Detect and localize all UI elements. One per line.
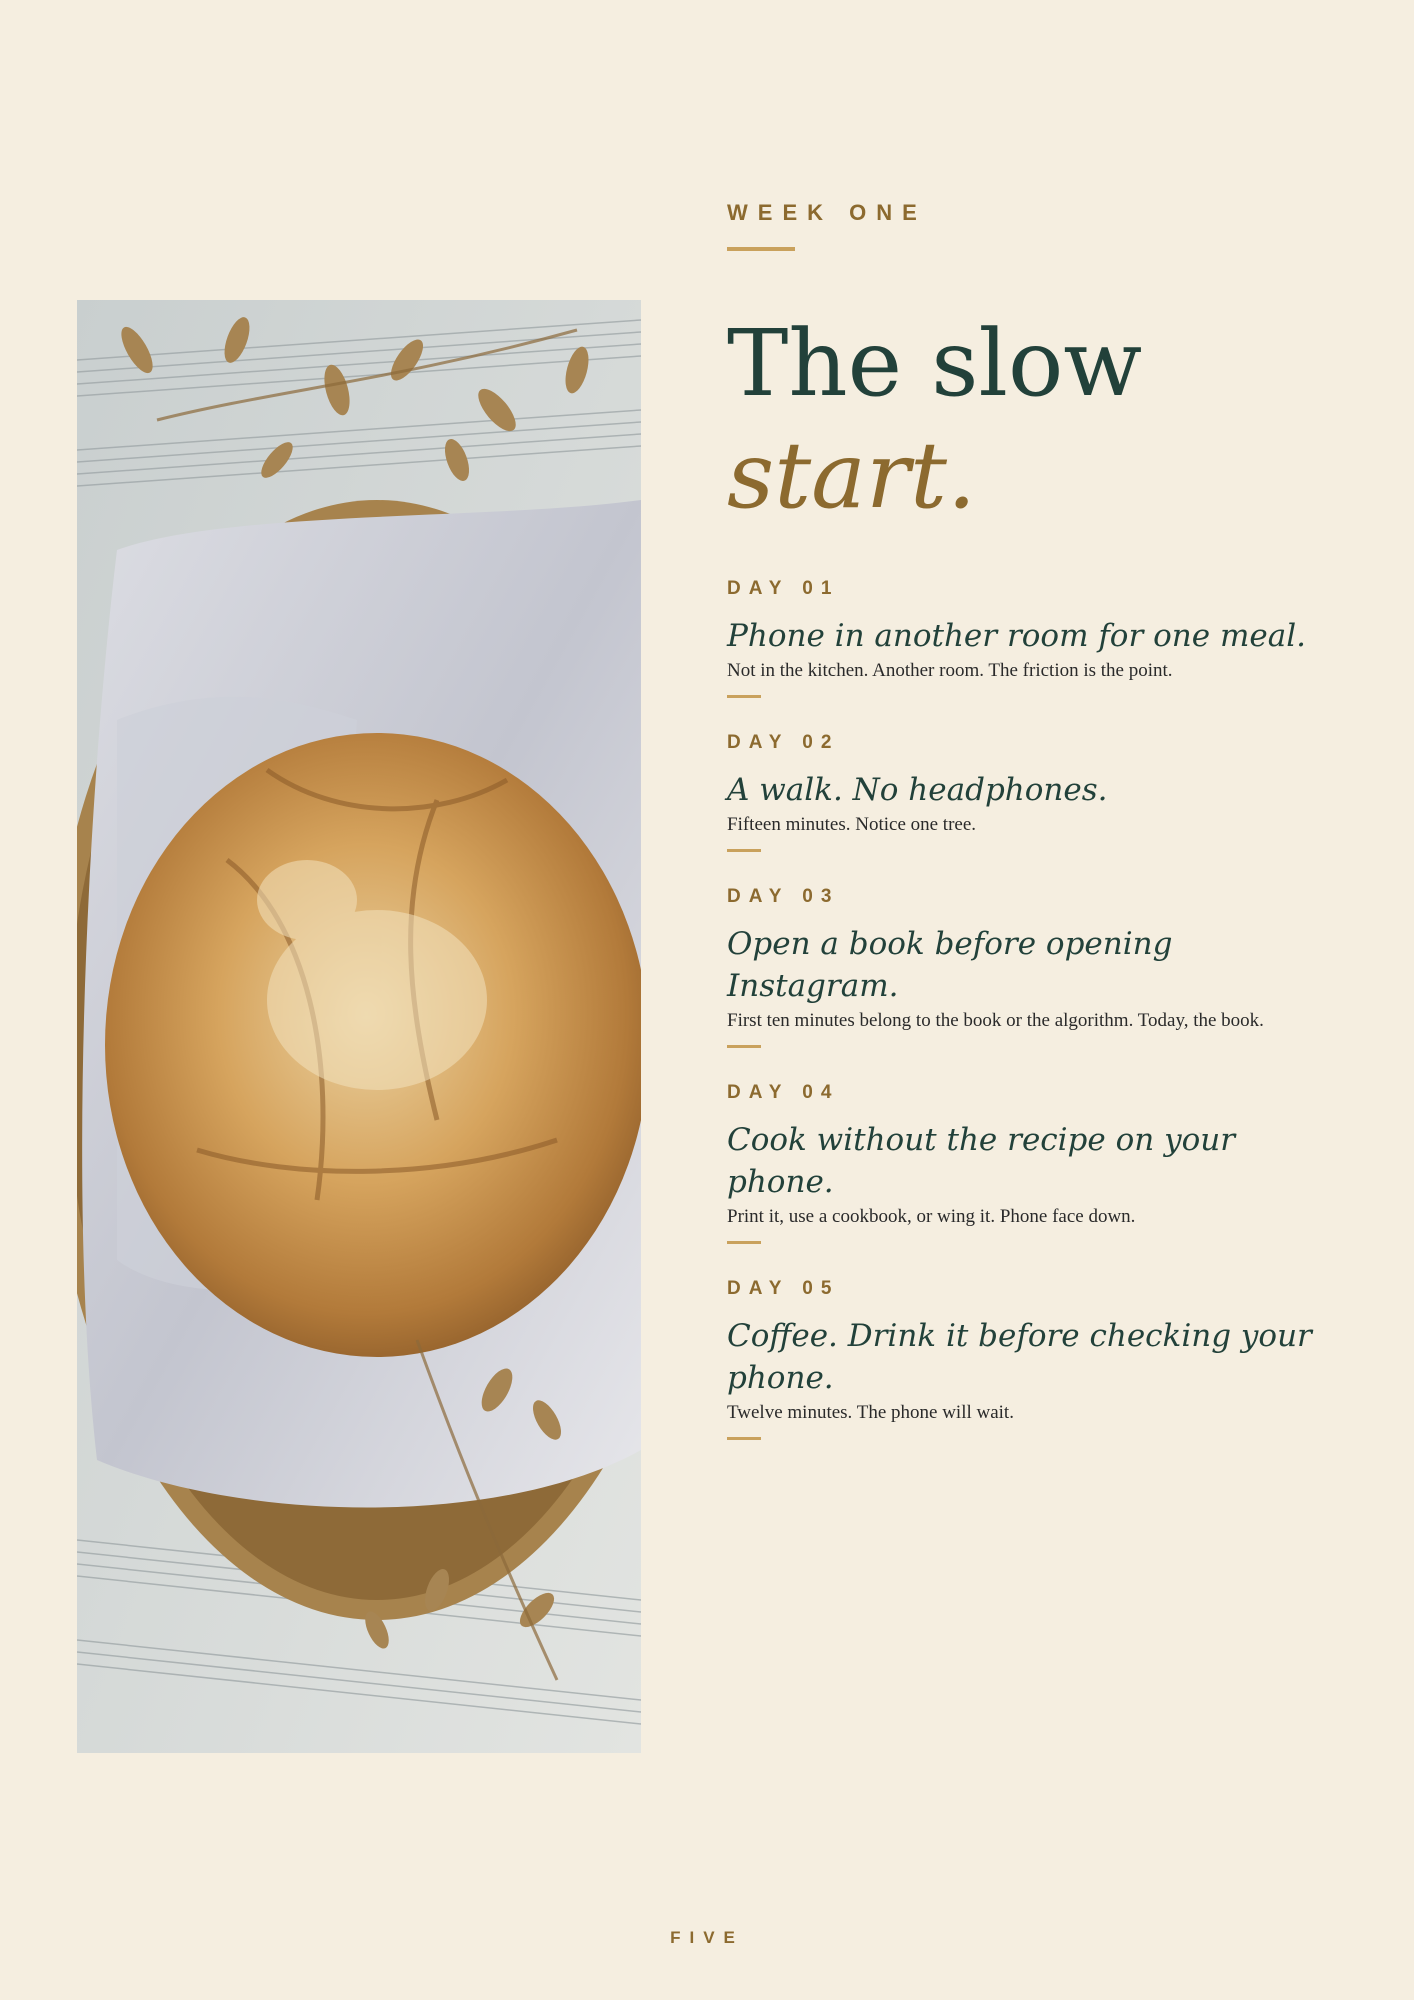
day-title: A walk. No headphones. [727,772,1108,808]
day-description: Fifteen minutes. Notice one tree. [727,814,977,835]
day-rule [727,1437,761,1440]
day-description: First ten minutes belong to the book or the algorithm. Today, the book. [727,1010,1264,1031]
day-item [727,1079,1347,1244]
week-kicker: WEEK ONE [727,200,927,225]
day-title: Coffee. Drink it before checking your phone. [727,1318,1312,1396]
title-line-1: The slow [727,310,1143,417]
day-list [727,575,1347,1471]
day-item [727,1275,1347,1440]
day-title: Open a book before opening Instagram. [727,926,1173,1004]
page-folio: FIVE [670,1928,744,1947]
day-description: Not in the kitchen. Another room. The friction is the point. [727,660,1173,681]
day-label: DAY 04 [727,1082,840,1103]
day-rule [727,849,761,852]
day-title: Phone in another room for one meal. [727,618,1306,654]
page-title [727,308,1142,532]
day-item [727,729,1347,852]
day-rule [727,1045,761,1048]
day-item [727,575,1347,698]
bread-loaf-photo [77,300,641,1753]
day-label: DAY 01 [727,578,840,599]
day-description: Print it, use a cookbook, or wing it. Phone face down. [727,1206,1136,1227]
day-label: DAY 03 [727,886,840,907]
title-line-2: start. [727,422,977,529]
day-label: DAY 02 [727,732,840,753]
day-item [727,883,1347,1048]
kicker-rule [727,247,795,251]
day-title: Cook without the recipe on your phone. [727,1122,1236,1200]
day-description: Twelve minutes. The phone will wait. [727,1402,1014,1423]
day-rule [727,695,761,698]
day-label: DAY 05 [727,1278,840,1299]
day-rule [727,1241,761,1244]
